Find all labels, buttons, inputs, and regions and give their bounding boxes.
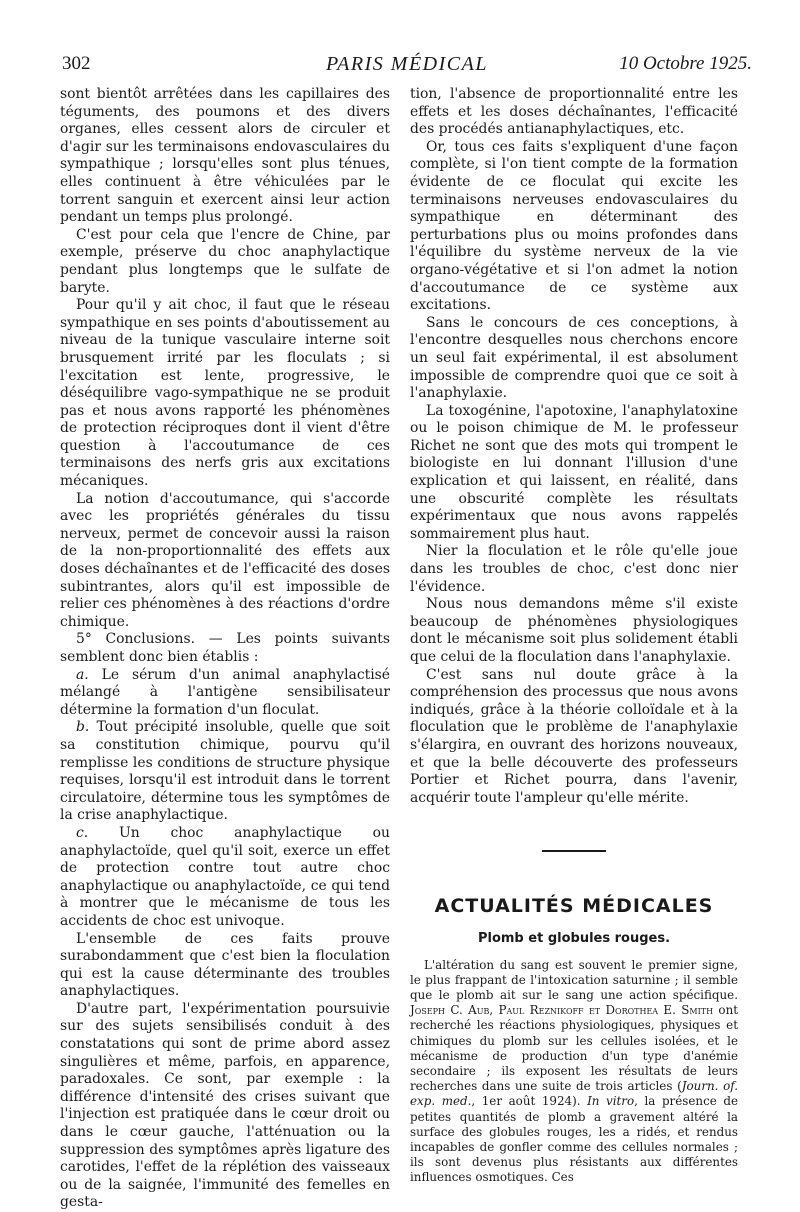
paragraph: tion, l'absence de proportionnalité entre les effets et les doses déchaînantes, l'efficacité des procédés antianaphylactiques, etc. xyxy=(410,86,738,138)
list-item xyxy=(60,719,390,825)
page-header xyxy=(62,53,752,79)
text-run: ont recherché les réactions physiologiques, physiques et chimiques du plomb sur les cellules isolées, et le mécanisme de production d'un type d'anémie secondaire ; ils exposent les résultats de leurs recherches dans une suite de trois articles ( xyxy=(410,1003,739,1094)
paragraph: Or, tous ces faits s'expliquent d'une façon complète, si l'on tient compte de la formation évidente de ce floculat qui excite les terminaisons nerveuses endovasculaires du sympathique en déterminant des perturbations plus ou moins profondes dans l'équilibre du système nerveux de la vie organo-végétative et si l'on admet la notion d'accoutumance de ce système aux excitations. xyxy=(410,138,738,314)
journal-reference: Journ. of. exp. med. xyxy=(410,1079,739,1109)
paragraph: D'autre part, l'expérimentation poursuivie sur des sujets sensibilisés conduit à des constatations qui sont de prime abord assez singulières et même, parfois, en apparence, paradoxales. Ce sont, par exemple : la différence d'intensité des crises suivant que l'injection est pratiquée dans le cœur droit ou dans le cœur gauche, l'atténuation ou la suppression des symptômes après ligature des carotides, l'effet de la réplétion des vaisseaux ou de la saignée, l'immunité des femelles en gesta- xyxy=(60,1000,390,1211)
journal-title: PARIS MÉDICAL xyxy=(326,53,488,75)
text-run: L'altération du sang est souvent le premier signe, le plus frappant de l'intoxication saturnine ; il semble que le plomb ait sur le sang une action spécifique. xyxy=(410,957,738,1002)
item-text: Tout précipité insoluble, quelle que soit sa constitution chimique, pourvu qu'il remplisse les conditions de structure physique requises, lorsqu'il est introduit dans le torrent circulatoire, détermine tous les symptômes de la crise anaphylactique. xyxy=(60,719,390,824)
article-authors: Joseph C. Aub, Paul Reznikoff et Dorothea E. Smith xyxy=(410,1003,714,1018)
article-title: Plomb et globules rouges. xyxy=(477,930,671,946)
paragraph: La notion d'accoutumance, qui s'accorde avec les propriétés générales du tissu nerveux, permet de concevoir aussi la raison de la non-proportionnalité des effets aux doses déchaînantes et de l'efficacité des doses subintrantes, alors qu'il est impossible de relier ces phénomènes à des réactions d'ordre chimique. xyxy=(60,490,390,630)
section-title: ACTUALITÉS MÉDICALES xyxy=(434,895,714,918)
paragraph: La toxogénine, l'apotoxine, l'anaphylatoxine ou le poison chimique de M. le professeur Richet ne sont que des mots qui trompent le biologiste en lui donnant l'illusion d'une explication et qui laissent, en réalité, dans une obscurité complète les résultats expérimentaux que nous avons rappelés sommairement plus haut. xyxy=(410,402,738,542)
article-body xyxy=(410,958,738,1186)
item-label: a. xyxy=(76,666,89,683)
item-label: c. xyxy=(76,824,89,841)
conclusions-paragraph xyxy=(60,631,390,666)
paragraph: Nous nous demandons même s'il existe beaucoup de phénomènes physiologiques dont le mécanisme soit plus solidement établi que celui de la floculation dans l'anaphylaxie. xyxy=(410,596,738,665)
page-number: 302 xyxy=(62,53,91,74)
text-run: , 1er août 1924). xyxy=(471,1094,588,1109)
paragraph: C'est pour cela que l'encre de Chine, par exemple, préserve du choc anaphylactique pendant plus longtemps que le sulfate de baryte. xyxy=(60,226,390,296)
text-run: , la présence de petites quantités de plomb a gravement altéré la surface des globules rouges, les a ridés, et rendus incapables de gonfler comme des cellules normales ; ils sont devenus plus résistants aux différentes influences osmotiques. Ces xyxy=(410,1094,738,1185)
conclusions-heading: 5° Conclusions. xyxy=(76,631,196,648)
paragraph: C'est sans nul doute grâce à la compréhension des processus que nous avons indiqués, grâce à la théorie colloïdale et à la floculation que le problème de l'anaphylaxie s'élargira, en ouvrant des horizons nouveaux, et que la belle découverte des professeurs Portier et Richet pourra, dans l'avenir, acquérir toute l'ampleur qu'elle mérite. xyxy=(410,666,738,806)
paragraph: sont bientôt arrêtées dans les capillaires des téguments, des poumons et des divers organes, elles cessent alors de circuler et d'agir sur les terminaisons endovasculaires du sympathique ; lorsqu'elles sont plus ténues, elles continuent à être véhiculées par le torrent sanguin et exercent ainsi leur action pendant un temps plus prolongé. xyxy=(60,86,390,226)
paragraph: Sans le concours de ces conceptions, à l'encontre desquelles nous cherchons encore un seul fait expérimental, il est absolument impossible de comprendre quoi que ce soit à l'anaphylaxie. xyxy=(410,314,738,402)
item-text: Un choc anaphylactique ou anaphylactoïde, quel qu'il soit, exerce un effet de protection contre tout autre choc anaphylactique ou anaphylactoïde, ce qui tend à montrer que le mécanisme de tous les accidents de choc est univoque. xyxy=(60,824,390,929)
right-column xyxy=(410,86,738,1186)
paragraph: L'ensemble de ces faits prouve surabondamment que c'est bien la floculation qui est la cause déterminante des troubles anaphylactiques. xyxy=(60,930,390,1000)
in-vitro-term: In vitro xyxy=(587,1094,635,1109)
paragraph xyxy=(410,958,738,1186)
conclusions-intro: — Les points suivants semblent donc bien établis : xyxy=(60,631,390,665)
item-text: Le sérum d'un animal anaphylactisé mélangé à l'antigène sensibilisateur détermine la formation d'un floculat. xyxy=(60,666,390,718)
list-item xyxy=(60,825,390,931)
issue-date: 10 Octobre 1925. xyxy=(619,53,752,74)
paragraph: Nier la floculation et le rôle qu'elle joue dans les troubles de choc, c'est donc nier l'évidence. xyxy=(410,543,738,595)
left-column xyxy=(60,86,390,1212)
paragraph: Pour qu'il y ait choc, il faut que le réseau sympathique en ses points d'aboutissement au niveau de la tunique vasculaire interne soit brusquement irrité par les floculats ; si l'excitation est lente, progressive, le déséquilibre vago-sympathique ne se produit pas et nous avons rapporté les phénomènes de protection réciproques dont il vient d'être question à l'accoutumance de ces terminaisons des nerfs gris aux excitations mécaniques. xyxy=(60,297,390,490)
section-divider xyxy=(542,850,606,852)
item-label: b. xyxy=(76,719,90,736)
list-item xyxy=(60,667,390,720)
